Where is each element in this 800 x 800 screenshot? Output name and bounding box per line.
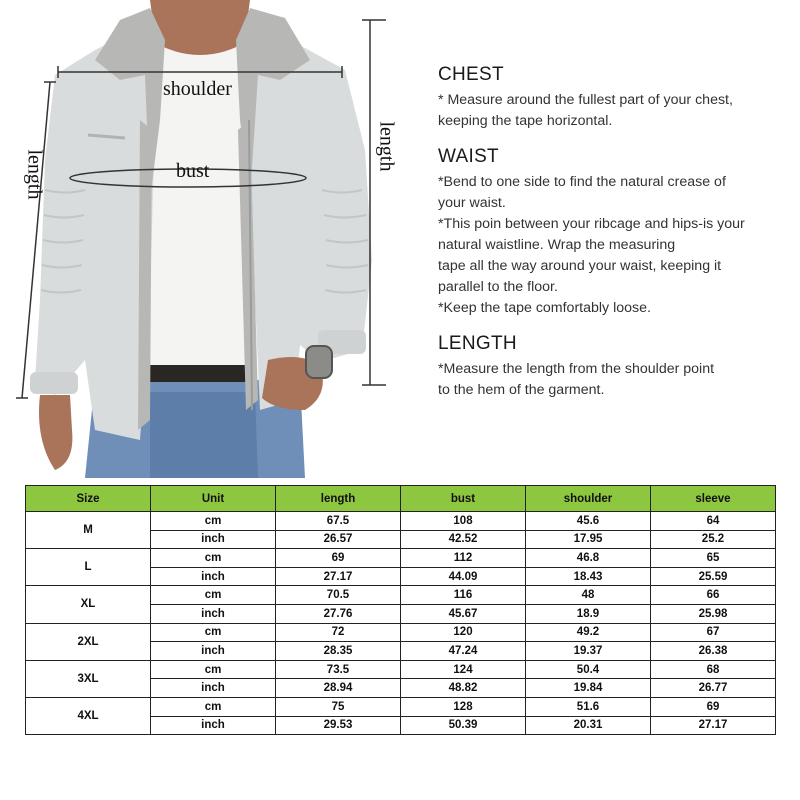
table-cell: 48 xyxy=(526,586,651,605)
model-illustration xyxy=(0,0,420,478)
chest-title: CHEST xyxy=(438,64,504,85)
table-cell: 112 xyxy=(401,549,526,568)
table-cell: cm xyxy=(151,586,276,605)
table-cell: 124 xyxy=(401,660,526,679)
bust-label: bust xyxy=(176,160,210,182)
table-cell: 27.17 xyxy=(651,716,776,735)
table-row xyxy=(26,697,776,716)
header-unit: Unit xyxy=(151,486,276,512)
table-cell: 18.9 xyxy=(526,604,651,623)
waist-section xyxy=(438,146,788,319)
table-cell: 45.67 xyxy=(401,604,526,623)
table-cell: 65 xyxy=(651,549,776,568)
size-cell: M xyxy=(26,512,151,549)
table-cell: 75 xyxy=(276,697,401,716)
length-label-left: length xyxy=(23,149,46,200)
table-cell: 27.17 xyxy=(276,567,401,586)
table-cell: 28.35 xyxy=(276,642,401,661)
table-row xyxy=(26,549,776,568)
table-cell: 26.77 xyxy=(651,679,776,698)
table-row xyxy=(26,660,776,679)
table-cell: 116 xyxy=(401,586,526,605)
product-photo xyxy=(0,0,420,478)
chest-section xyxy=(438,64,788,132)
table-cell: 44.09 xyxy=(401,567,526,586)
table-row xyxy=(26,623,776,642)
table-cell: 26.57 xyxy=(276,530,401,549)
table-cell: 46.8 xyxy=(526,549,651,568)
waist-line: your waist. xyxy=(438,195,506,211)
watch xyxy=(306,346,332,378)
table-cell: cm xyxy=(151,697,276,716)
waist-line: tape all the way around your waist, keeping it xyxy=(438,258,722,274)
header-shoulder: shoulder xyxy=(526,486,651,512)
size-cell: 2XL xyxy=(26,623,151,660)
table-cell: 67 xyxy=(651,623,776,642)
length-title: LENGTH xyxy=(438,333,517,354)
table-cell: 64 xyxy=(651,512,776,531)
table-cell: 72 xyxy=(276,623,401,642)
length-label-right: length xyxy=(375,121,398,172)
chest-line: keeping the tape horizontal. xyxy=(438,113,613,129)
table-cell: 17.95 xyxy=(526,530,651,549)
table-cell: cm xyxy=(151,623,276,642)
table-cell: 120 xyxy=(401,623,526,642)
table-cell: inch xyxy=(151,567,276,586)
size-cell: 4XL xyxy=(26,697,151,734)
table-cell: inch xyxy=(151,716,276,735)
table-cell: inch xyxy=(151,530,276,549)
waist-line: *Keep the tape comfortably loose. xyxy=(438,300,651,316)
table-cell: 42.52 xyxy=(401,530,526,549)
table-cell: 69 xyxy=(276,549,401,568)
table-cell: 66 xyxy=(651,586,776,605)
header-length: length xyxy=(276,486,401,512)
table-cell: 69 xyxy=(651,697,776,716)
table-cell: 48.82 xyxy=(401,679,526,698)
measuring-guide xyxy=(438,64,788,415)
table-cell: 29.53 xyxy=(276,716,401,735)
waist-line: natural waistline. Wrap the measuring xyxy=(438,237,676,253)
table-cell: 20.31 xyxy=(526,716,651,735)
table-cell: 108 xyxy=(401,512,526,531)
table-cell: 26.38 xyxy=(651,642,776,661)
table-cell: 47.24 xyxy=(401,642,526,661)
table-cell: inch xyxy=(151,604,276,623)
size-cell: 3XL xyxy=(26,660,151,697)
table-cell: 70.5 xyxy=(276,586,401,605)
table-cell: 28.94 xyxy=(276,679,401,698)
table-cell: 18.43 xyxy=(526,567,651,586)
table-cell: cm xyxy=(151,549,276,568)
table-cell: inch xyxy=(151,679,276,698)
header-sleeve: sleeve xyxy=(651,486,776,512)
size-cell: XL xyxy=(26,586,151,623)
table-cell: 67.5 xyxy=(276,512,401,531)
waist-line: *This poin between your ribcage and hips-is your xyxy=(438,216,745,232)
table-cell: cm xyxy=(151,512,276,531)
length-line: to the hem of the garment. xyxy=(438,382,605,398)
table-cell: 51.6 xyxy=(526,697,651,716)
table-cell: cm xyxy=(151,660,276,679)
table-cell: 49.2 xyxy=(526,623,651,642)
length-section xyxy=(438,333,788,401)
table-cell: 25.2 xyxy=(651,530,776,549)
size-chart-table xyxy=(25,485,776,735)
table-cell: 73.5 xyxy=(276,660,401,679)
table-cell: 25.59 xyxy=(651,567,776,586)
table-header-row xyxy=(26,486,776,512)
table-cell: 68 xyxy=(651,660,776,679)
table-row xyxy=(26,586,776,605)
shoulder-label: shoulder xyxy=(163,78,232,100)
length-line: *Measure the length from the shoulder point xyxy=(438,361,715,377)
table-cell: 50.39 xyxy=(401,716,526,735)
table-cell: 45.6 xyxy=(526,512,651,531)
table-cell: 19.84 xyxy=(526,679,651,698)
header-size: Size xyxy=(26,486,151,512)
waist-line: *Bend to one side to find the natural crease of xyxy=(438,174,726,190)
table-cell: inch xyxy=(151,642,276,661)
header-bust: bust xyxy=(401,486,526,512)
table-cell: 19.37 xyxy=(526,642,651,661)
waist-title: WAIST xyxy=(438,146,499,167)
table-cell: 50.4 xyxy=(526,660,651,679)
table-cell: 25.98 xyxy=(651,604,776,623)
table-cell: 27.76 xyxy=(276,604,401,623)
table-row xyxy=(26,512,776,531)
table-cell: 128 xyxy=(401,697,526,716)
size-cell: L xyxy=(26,549,151,586)
waist-line: parallel to the floor. xyxy=(438,279,558,295)
chest-line: * Measure around the fullest part of your chest, xyxy=(438,92,733,108)
